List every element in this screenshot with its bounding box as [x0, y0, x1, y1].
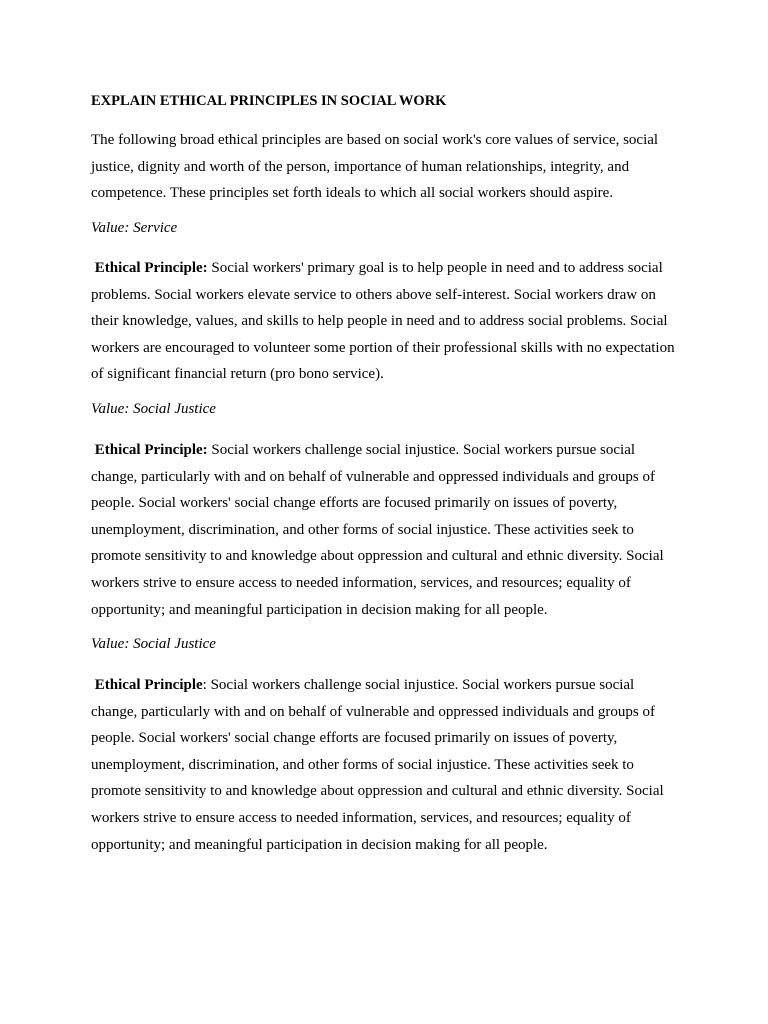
- intro-line: The following broad ethical principles are based on social work's core values of service, social: [91, 132, 659, 148]
- principle-label: Ethical Principle:: [94, 260, 208, 276]
- principle-label: Ethical Principle: [94, 677, 203, 693]
- intro-line: competence. These principles set forth ideals to which all social workers should aspire.: [91, 185, 614, 202]
- principle-paragraph-social-justice-repeat: [91, 672, 691, 858]
- value-heading-service: Value: Service: [91, 220, 178, 236]
- principle-line: change, particularly with and on behalf of vulnerable and oppressed individuals and groups of: [91, 703, 656, 720]
- principle-line: their knowledge, values, and skills to help people in need and to address social problems. Social: [91, 313, 668, 330]
- document-title: EXPLAIN ETHICAL PRINCIPLES IN SOCIAL WORK: [91, 93, 447, 109]
- principle-first-line: [91, 437, 691, 464]
- principle-line: of significant financial return (pro bono service).: [91, 366, 384, 383]
- principle-line: unemployment, discrimination, and other forms of social injustice. These activities seek to: [91, 521, 634, 538]
- principle-text: Social workers challenge social injustice. Social workers pursue social: [206, 677, 635, 693]
- principle-line: people. Social workers' social change efforts are focused primarily on issues of poverty,: [91, 495, 618, 512]
- principle-suffix: :: [202, 677, 207, 693]
- principle-line: workers strive to ensure access to needed information, services, and resources; equality of: [91, 809, 631, 826]
- principle-text: Social workers challenge social injustice. Social workers pursue social: [207, 442, 636, 458]
- principle-line: change, particularly with and on behalf of vulnerable and oppressed individuals and groups of: [91, 468, 656, 485]
- value-heading-social-justice-repeat: Value: Social Justice: [91, 636, 216, 652]
- principle-line: promote sensitivity to and knowledge about oppression and cultural and ethnic diversity. Social: [91, 783, 664, 800]
- principle-line: unemployment, discrimination, and other forms of social injustice. These activities seek to: [91, 756, 634, 773]
- principle-line: workers are encouraged to volunteer some portion of their professional skills with no expectation: [91, 339, 675, 356]
- principle-label: Ethical Principle:: [94, 442, 208, 458]
- principle-line: opportunity; and meaningful participation in decision making for all people.: [91, 601, 548, 618]
- principle-line: workers strive to ensure access to needed information, services, and resources; equality of: [91, 574, 631, 591]
- principle-first-line: [91, 255, 691, 282]
- intro-line: justice, dignity and worth of the person, importance of human relationships, integrity, and: [91, 158, 630, 175]
- principle-paragraph-social-justice: [91, 437, 691, 623]
- principle-text: Social workers' primary goal is to help people in need and to address social: [207, 260, 663, 276]
- principle-paragraph-service: [91, 255, 691, 388]
- principle-line: opportunity; and meaningful participation in decision making for all people.: [91, 836, 548, 853]
- principle-first-line: [91, 672, 691, 699]
- principle-line: problems. Social workers elevate service to others above self-interest. Social workers draw on: [91, 286, 656, 303]
- value-heading-social-justice: Value: Social Justice: [91, 401, 216, 417]
- principle-line: promote sensitivity to and knowledge about oppression and cultural and ethnic diversity. Social: [91, 548, 664, 565]
- principle-line: people. Social workers' social change efforts are focused primarily on issues of poverty,: [91, 730, 618, 747]
- intro-paragraph: [91, 127, 691, 207]
